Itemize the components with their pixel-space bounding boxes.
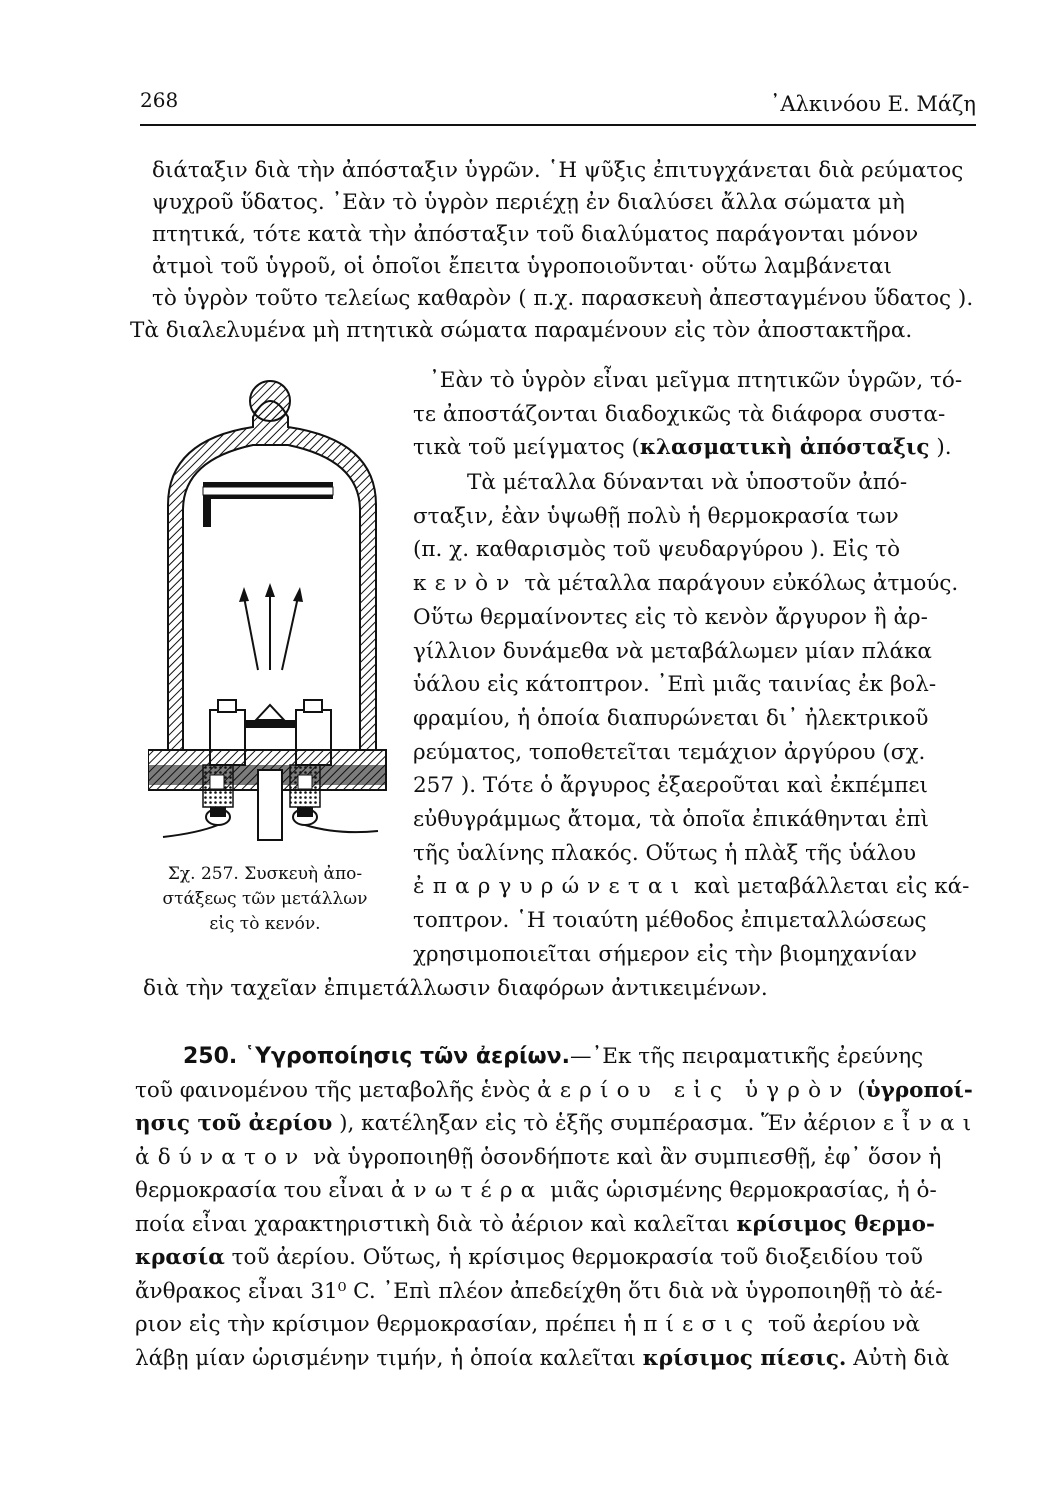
term-fractional-distillation: κλασματικὴ ἀπόσταξις [639,435,930,461]
section-title: ῾Υγροποίησις τῶν ἀερίων. [244,1044,571,1069]
figure-caption [130,862,400,937]
text-line: ἄνθρακος εἶναι 31⁰ C. ᾿Επὶ πλέον ἀπεδείχθη ὅτι διὰ νὰ ὑγροποιηθῇ τὸ ἀέ- [135,1278,943,1304]
spaced-word: ἀδύνατον [135,1144,307,1170]
text-line: τε ἀποστάζονται διαδοχικῶς τὰ διάφορα συστα- [413,401,946,427]
spaced-word: ἐπαργυρώνεται [413,874,688,900]
text-line: Τὰ μέταλλα δύνανται νὰ ὑποστοῦν ἀπό- [467,470,908,495]
text-line: ᾿Εὰν τὸ ὑγρὸν εἶναι μεῖγμα πτητικῶν ὑγρῶν, τό- [429,368,963,393]
spaced-word: πίεσις [643,1312,762,1337]
text-line: ἀτμοὶ τοῦ ὑγροῦ, οἱ ὁποῖοι ἔπειτα ὑγροποιοῦνται· οὕτω λαμβάνεται [152,254,892,279]
text-line [413,431,973,465]
spaced-word: κενὸν [413,571,518,597]
section-number: 250. [183,1044,238,1069]
vacuum-distillation-figure [148,365,398,845]
text-line: τὸ ὑγρὸν τοῦτο τελείως καθαρὸν ( π.χ. παρασκευὴ ἀπεσταγμένου ὕδατος ). [152,286,974,311]
fractional-distillation-paragraph [413,364,973,465]
text-line [135,1107,980,1141]
text-segment: ( [850,1077,866,1103]
term-critical-temperature-cont: κρασία [135,1245,225,1270]
text-line: (π. χ. καθαρισμὸς τοῦ ψευδαργύρου ). Εἰς τὸ [413,537,901,563]
text-segment: τὰ μέταλλα παράγουν εὐκόλως ἀτμούς. [517,571,959,597]
page-header [140,88,976,128]
caption-line: Σχ. 257. Συσκευὴ ἀπο- [167,864,363,884]
text-line: ὑάλου εἰς κάτοπτρον. ᾿Επὶ μιᾶς ταινίας ἐκ βολ- [413,672,937,698]
intro-paragraph [130,155,974,347]
caption-line: στάξεως τῶν μετάλλων [162,889,368,909]
text-line: πτητικά, τότε κατὰ τὴν ἀπόσταξιν τοῦ διαλύματος παράγονται μόνον [152,222,919,247]
text-line: φραμίου, ἡ ὁποία διαπυρώνεται δι᾿ ἠλεκτρικοῦ [413,705,929,731]
text-segment: τοῦ φαινομένου τῆς μεταβολῆς ἑνὸς [135,1077,538,1103]
text-line: τῆς ὑαλίνης πλακός. Οὕτως ἡ πλὰξ τῆς ὑάλου [413,840,917,866]
page-number: 268 [140,88,179,112]
text-line [135,1174,975,1208]
spaced-word: ἀερίου εἰς ὑγρὸν [537,1077,851,1103]
text-segment: ποία εἶναι χαρακτηριστικὴ διὰ τὸ ἀέριον καὶ καλεῖται [135,1211,737,1237]
text-line [135,1074,975,1108]
text-line: ρεύματος, τοποθετεῖται τεμάχιον ἀργύρου (σχ. [413,739,926,765]
text-segment: θερμοκρασία του εἶναι [135,1178,391,1203]
text-line: εὐθυγράμμως ἄτομα, τὰ ὁποῖα ἐπικάθηνται ἐπὶ [413,807,929,833]
text-line [135,1141,975,1175]
text-segment: ριον εἰς τὴν κρίσιμον θερμοκρασίαν, πρέπει ἡ [135,1312,644,1337]
text-segment: νὰ ὑγροποιηθῇ ὁσονδήποτε καὶ ἂν συμπιεσθῇ, ἐφ᾿ ὅσον ἡ [306,1144,942,1170]
caption-line: εἰς τὸ κενόν. [209,914,321,934]
text-line: Οὕτω θερμαίνοντες εἰς τὸ κενὸν ἄργυρον ἢ ἀρ- [413,604,928,630]
text-line [135,1241,975,1275]
term-critical-temperature: κρίσιμος θερμο- [736,1211,935,1237]
text-line: ψυχροῦ ὕδατος. ᾿Εὰν τὸ ὑγρὸν περιέχῃ ἐν διαλύσει ἄλλα σώματα μὴ [152,190,905,215]
text-segment: λάβῃ μίαν ὡρισμένην τιμήν, ἡ ὁποία καλεῖται [135,1345,643,1371]
text-line [135,1308,975,1342]
text-line [413,870,973,904]
text-segment: τικὰ τοῦ μείγματος ( [413,435,640,461]
text-line [135,1208,975,1242]
section-heading-line [183,1040,975,1074]
text-line: γίλλιον δυνάμεθα νὰ μεταβάλωμεν μίαν πλάκα [413,638,932,664]
text-line: χρησιμοποιεῖται σήμερον εἰς τὴν βιομηχανίαν [413,941,917,967]
spaced-word: ἀνωτέρα [390,1178,544,1203]
text-line: διάταξιν διὰ τὴν ἀπόσταξιν ὑγρῶν. ῾Η ψῦξις ἐπιτυγχάνεται διὰ ρεύματος [152,158,964,183]
term-liquefaction-cont: ησις τοῦ ἀερίου [135,1111,333,1136]
text-line: τοπτρον. ῾Η τοιαύτη μέθοδος ἐπιμεταλλώσεως [413,908,927,934]
text-line: Τὰ διαλελυμένα μὴ πτητικὰ σώματα παραμένουν εἰς τὸν ἀποστακτῆρα. [130,318,913,343]
text-segment: μιᾶς ὡρισμένης θερμοκρασίας, ἡ ὁ- [543,1178,937,1203]
text-segment: —᾿Εκ τῆς πειραματικῆς ἐρεύνης [570,1044,924,1069]
text-line: διὰ τὴν ταχεῖαν ἐπιμετάλλωσιν διαφόρων ἀντικειμένων. [143,975,768,1001]
spaced-word: εἶναι [882,1111,980,1136]
running-head: ᾿Αλκινόου Ε. Μάζη [769,92,976,116]
term-critical-pressure: κρίσιμος πίεσις. [642,1345,847,1371]
text-line: 257 ). Τότε ὁ ἄργυρος ἐξαεροῦται καὶ ἐκπέμπει [413,773,928,799]
text-segment: ), κατέληξαν εἰς τὸ ἑξῆς συμπέρασμα. Ἕν ἀέριον [332,1111,877,1136]
bell-jar-apparatus-illustration [148,365,398,845]
text-segment: Αὐτὴ διὰ [846,1345,950,1371]
text-line [413,567,973,601]
term-liquefaction: ὑγροποί- [865,1077,973,1103]
text-segment: καὶ μεταβάλλεται εἰς κά- [687,874,970,900]
header-rule [140,124,976,126]
text-segment: τοῦ ἀερίου. Οὕτως, ἡ κρίσιμος θερμοκρασία τοῦ διοξειδίου τοῦ [224,1245,924,1270]
text-segment: ). [929,435,952,461]
text-line: σταξιν, ἐὰν ὑψωθῇ πολὺ ἡ θερμοκρασία των [413,503,899,529]
text-line [135,1342,975,1376]
text-segment: τοῦ ἀερίου νὰ [761,1312,920,1337]
section-250 [135,1040,980,1375]
